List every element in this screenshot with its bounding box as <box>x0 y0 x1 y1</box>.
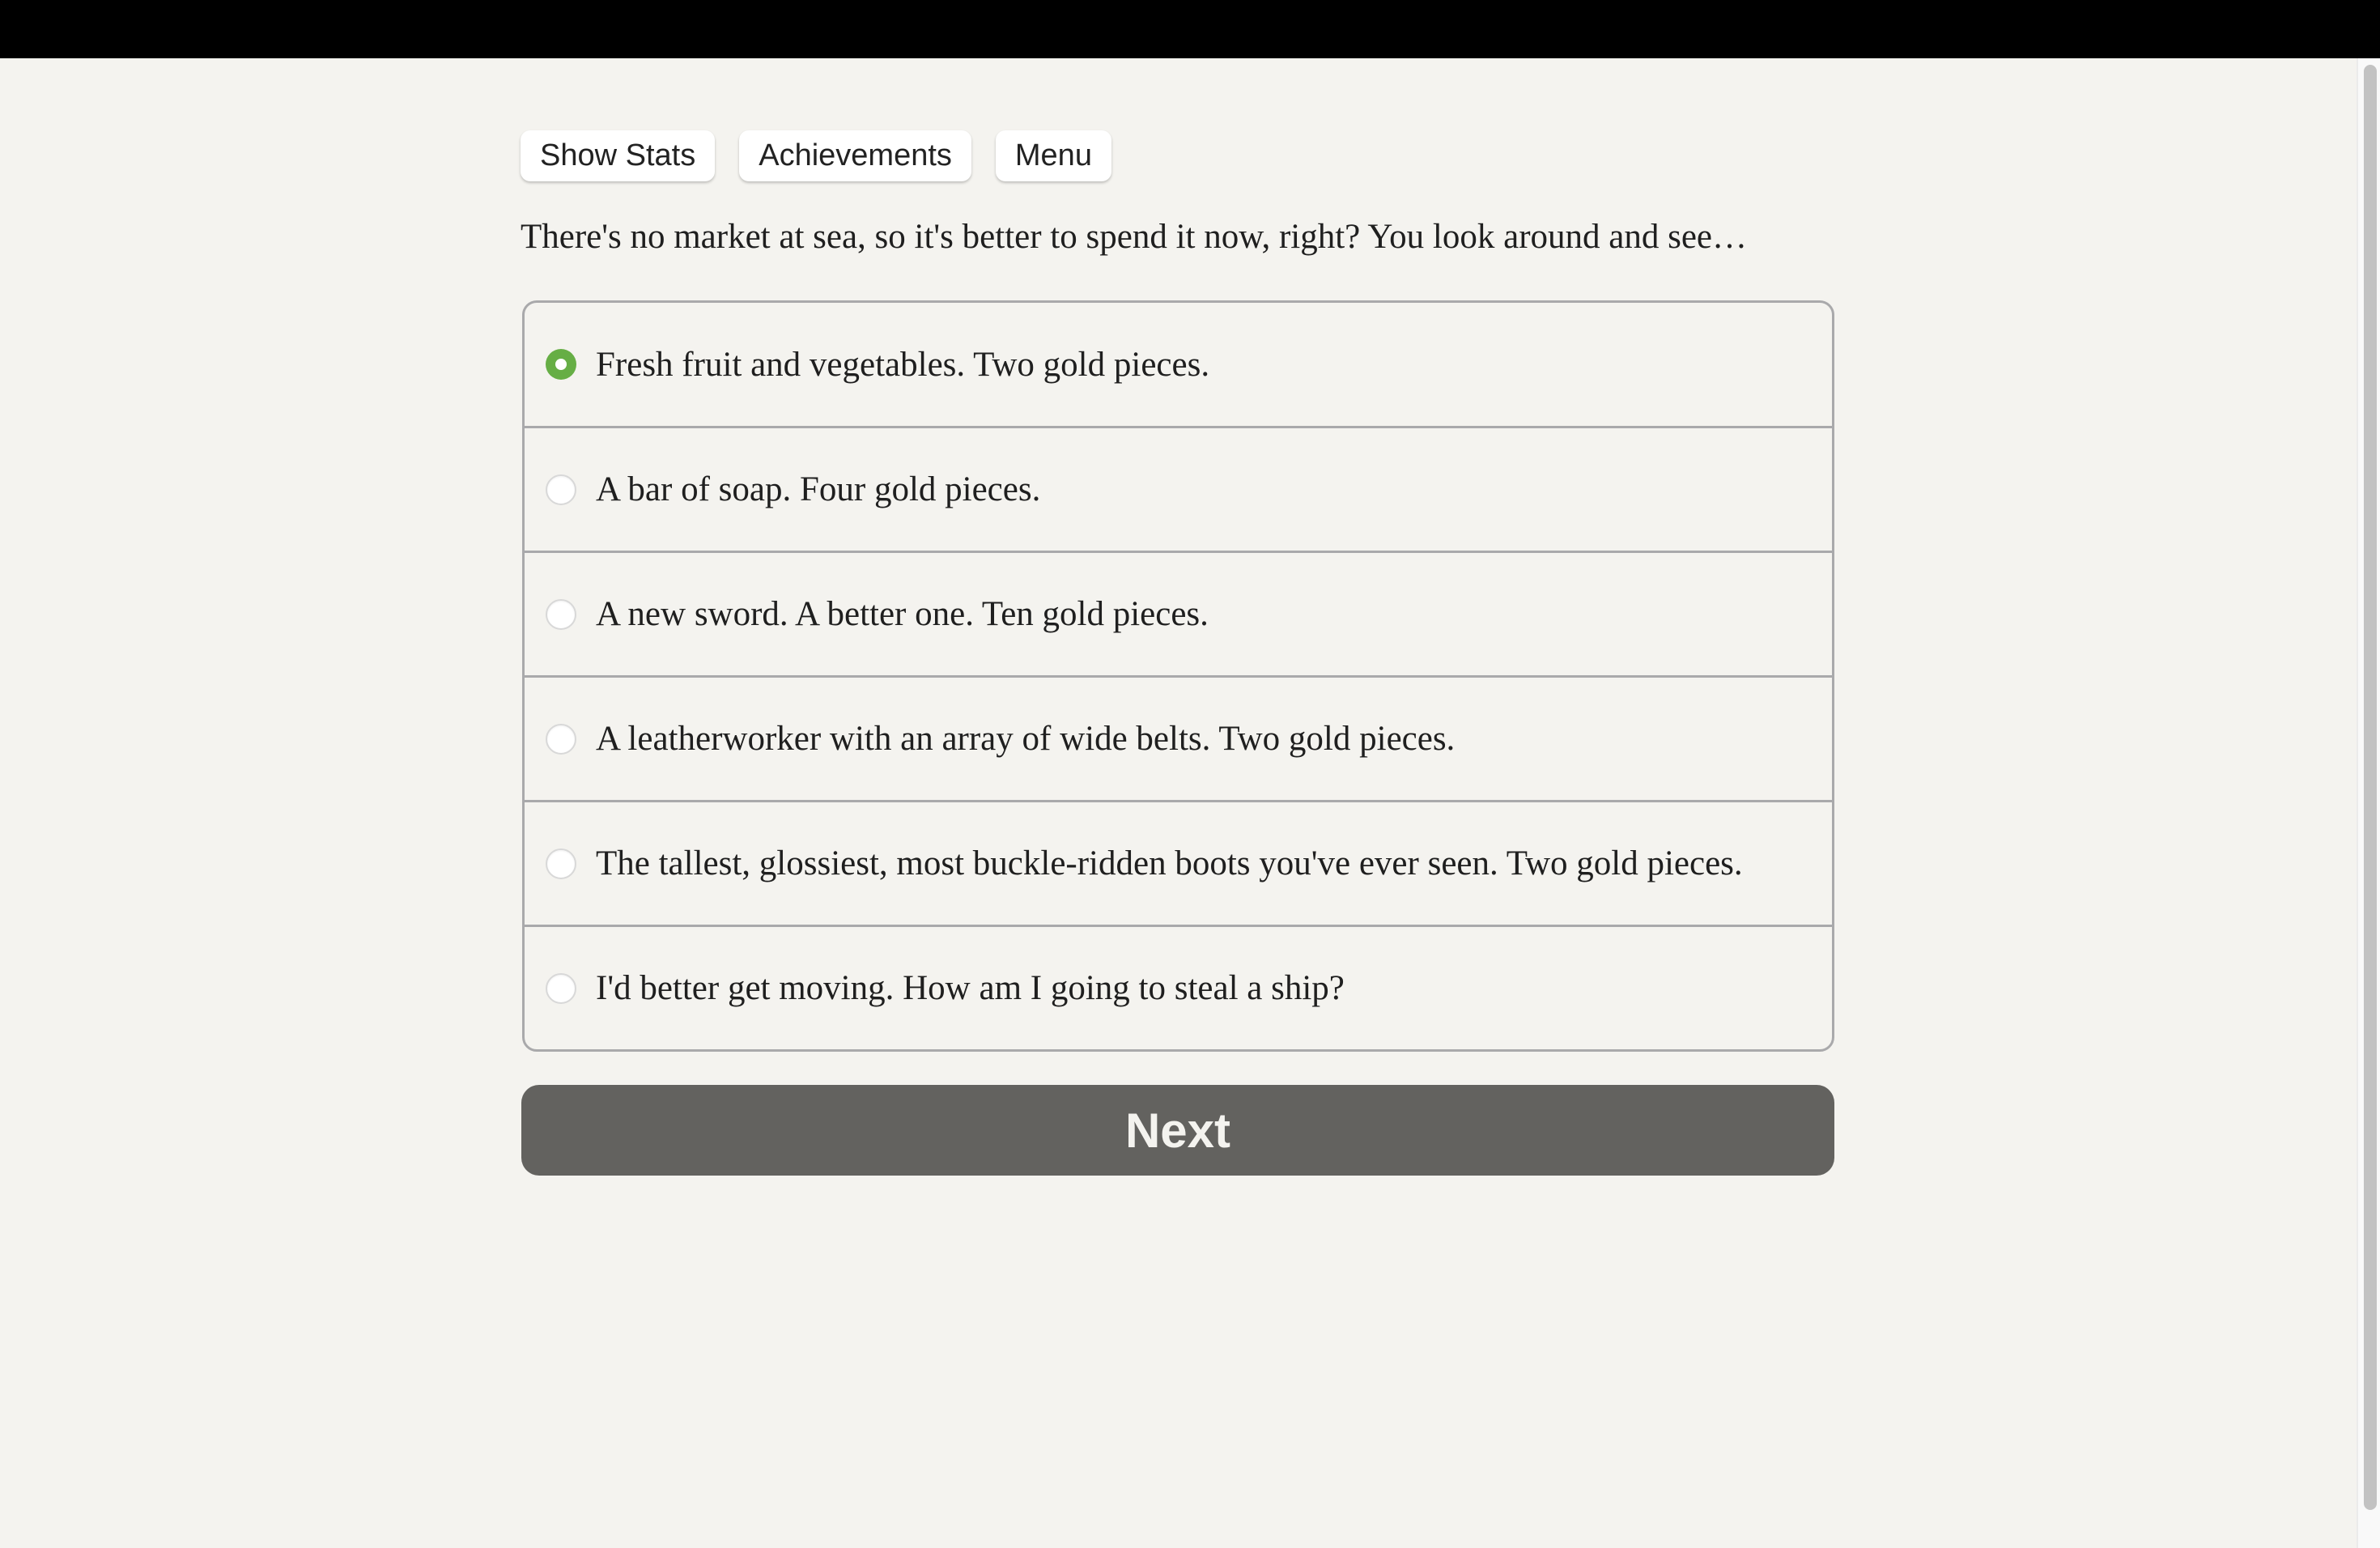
choice-option-3[interactable] <box>525 551 1832 675</box>
choice-label: I'd better get moving. How am I going to steal a ship? <box>596 969 1345 1007</box>
choice-label: Fresh fruit and vegetables. Two gold pieces. <box>596 345 1210 384</box>
show-stats-button[interactable]: Show Stats <box>521 130 715 181</box>
top-black-bar <box>0 0 2380 58</box>
next-button[interactable]: Next <box>521 1085 1834 1176</box>
choice-label: A new sword. A better one. Ten gold pieces. <box>596 595 1209 633</box>
choice-option-2[interactable] <box>525 426 1832 551</box>
radio-unselected-icon[interactable] <box>546 599 576 630</box>
choice-option-6[interactable] <box>525 925 1832 1049</box>
choice-option-1[interactable] <box>525 303 1832 426</box>
game-content <box>521 130 1834 1158</box>
radio-unselected-icon[interactable] <box>546 724 576 755</box>
vertical-scrollbar[interactable] <box>2357 58 2380 1548</box>
toolbar <box>521 130 1834 181</box>
choice-label: A leatherworker with an array of wide belts. Two gold pieces. <box>596 720 1456 758</box>
choice-option-5[interactable] <box>525 800 1832 925</box>
radio-unselected-icon[interactable] <box>546 848 576 879</box>
menu-button[interactable]: Menu <box>996 130 1111 181</box>
choice-list <box>522 300 1834 1052</box>
scrollbar-thumb[interactable] <box>2364 65 2377 1510</box>
choice-label: The tallest, glossiest, most buckle-ridden boots you've ever seen. Two gold pieces. <box>596 844 1743 882</box>
achievements-button[interactable]: Achievements <box>739 130 971 181</box>
radio-unselected-icon[interactable] <box>546 474 576 505</box>
radio-unselected-icon[interactable] <box>546 973 576 1004</box>
radio-selected-icon[interactable] <box>546 349 576 380</box>
choice-option-4[interactable] <box>525 675 1832 800</box>
story-prompt: There's no market at sea, so it's better to spend it now, right? You look around and see… <box>521 218 1748 256</box>
choice-label: A bar of soap. Four gold pieces. <box>596 470 1041 508</box>
